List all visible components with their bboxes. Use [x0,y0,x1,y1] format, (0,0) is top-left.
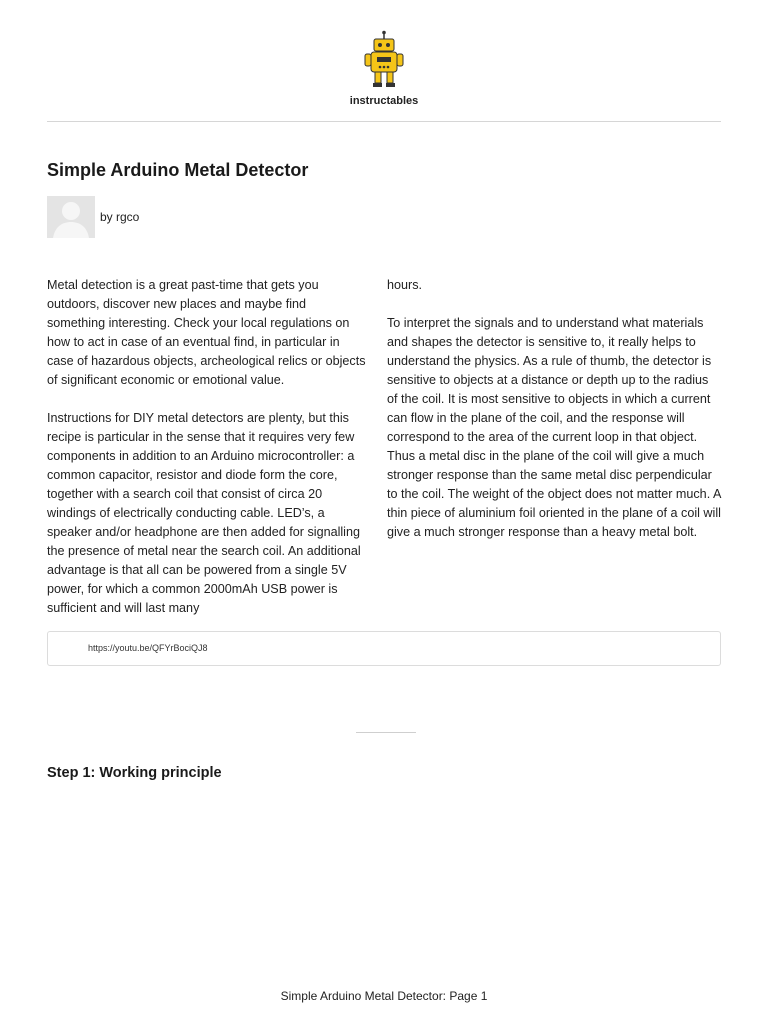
user-avatar-icon[interactable] [47,196,95,238]
paragraph: Metal detection is a great past-time that gets you outdoors, discover new places and maybe find something interesting. Check your local regulations on how to act in case of an eventual find, in particular in case of hazardous objects, archeological relics or objects of significant economic or emotional value. [47,278,366,387]
video-embed [47,631,721,666]
intro-column-right [387,276,722,561]
paragraph: Instructions for DIY metal detectors are plenty, but this recipe is particular in the sense that it requires very few components in addition to an Arduino microcontroller: a common capacitor, resistor and diode form the core, together with a search coil that consist of circa 20 windings of electrically conducting cable. LED’s, a speaker and/or headphone are then added for signalling the presence of metal near the search coil. An additional advantage is that all can be powered from a single 5V power, for which a common 2000mAh USB power is sufficient and will last many [47,411,361,615]
site-header [0,0,768,122]
video-link[interactable]: https://youtu.be/QFYrBociQJ8 [88,643,208,653]
robot-mascot-icon[interactable] [362,30,406,90]
header-divider [47,121,721,122]
brand-name[interactable]: instructables [349,95,419,107]
page-footer: Simple Arduino Metal Detector: Page 1 [280,989,488,1003]
step-title: Step 1: Working principle [47,765,222,781]
author-byline[interactable]: by rgco [100,210,140,224]
paragraph: To interpret the signals and to understand what materials and shapes the detector is sensitive to, it really helps to understand the physics. As a rule of thumb, the detector is sensitive to objects at a distance or depth up to the radius of the coil. It is most sensitive to objects in which a current can flow in the plane of the coil, and the response will correspond to the area of the current loop in that object. Thus a metal disc in the plane of the coil will give a much stronger response than the same metal disc perpendicular to the coil. The weight of the object does not matter much. A thin piece of aluminium foil oriented in the plane of a coil will give a much stronger response than a heavy metal bolt. [387,316,721,539]
paragraph: hours. [387,278,423,292]
section-divider [356,732,416,733]
page-title: Simple Arduino Metal Detector [47,160,309,180]
intro-column-left [47,276,367,637]
